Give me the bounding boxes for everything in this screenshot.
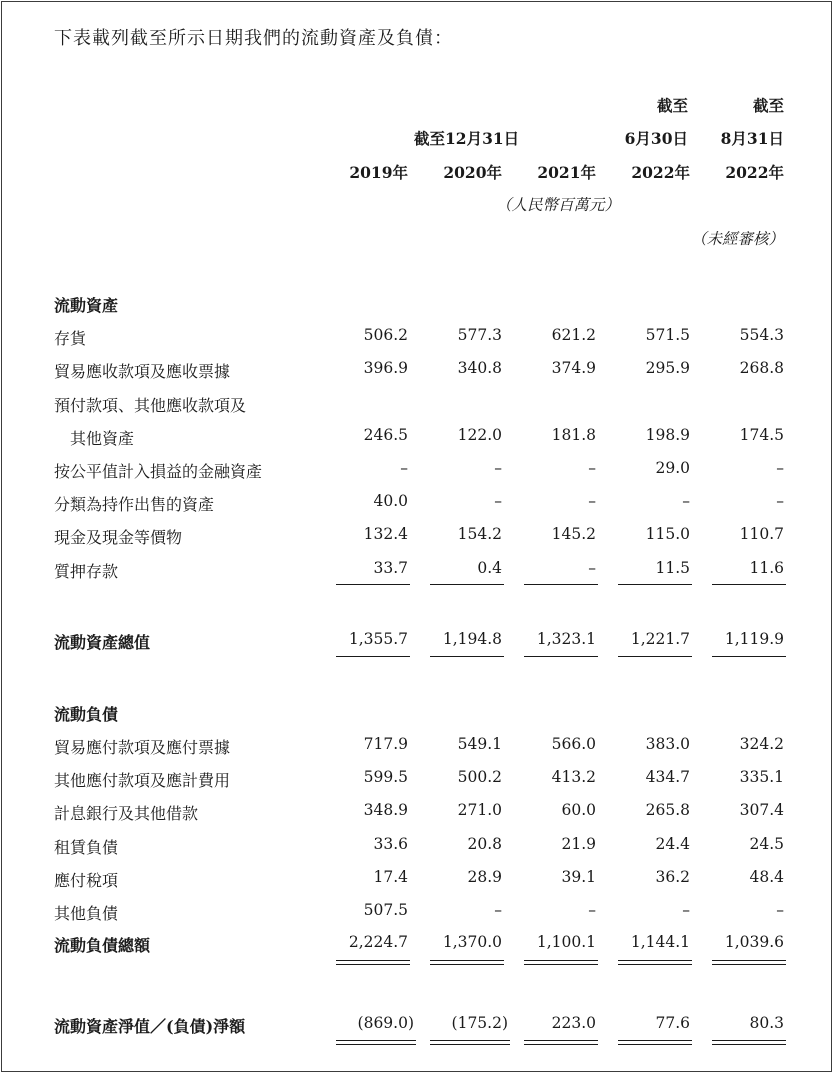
header-aug-top: 截至 — [752, 96, 784, 115]
table-row — [0, 326, 836, 350]
cell-2022-aug: 268.8 — [739, 359, 784, 377]
cell-2022-aug: – — [776, 901, 784, 919]
cell-2019: 132.4 — [363, 525, 408, 543]
cell-2019: 246.5 — [363, 426, 408, 444]
intro-text: 下表載列截至所示日期我們的流動資產及負債： — [54, 28, 453, 49]
cell-2021: 413.2 — [551, 768, 596, 786]
cell-2021: 374.9 — [551, 359, 596, 377]
table-row — [0, 492, 836, 516]
cell-2019: 507.5 — [363, 901, 408, 919]
cell-2021: 39.1 — [561, 868, 596, 886]
cell-2022-jun: – — [682, 901, 690, 919]
cell-2022-jun: 434.7 — [645, 768, 690, 786]
double-rule — [336, 1040, 416, 1045]
cell-2021: – — [588, 459, 596, 477]
cell-2022-jun: 24.4 — [655, 835, 690, 853]
row-label: 貿易應付款項及應付票據 — [54, 738, 231, 757]
cell-2020: (175.2) — [451, 1014, 508, 1032]
row-label: 計息銀行及其他借款 — [54, 804, 199, 823]
section-title: 流動負債 — [54, 705, 119, 724]
header-year-2022-aug: 2022年 — [725, 163, 784, 182]
cell-2022-jun: 198.9 — [645, 426, 690, 444]
header-jun-date: 6月30日 — [624, 129, 688, 148]
row-label: 租賃負債 — [54, 838, 119, 857]
section-current-liabilities — [0, 702, 836, 726]
cell-2019: 33.6 — [373, 835, 408, 853]
cell-2020: – — [494, 492, 502, 510]
subtotal-rule — [618, 584, 692, 585]
cell-2020: 1,194.8 — [442, 630, 502, 648]
cell-2022-aug: 48.4 — [749, 868, 784, 886]
cell-2022-aug: 24.5 — [749, 835, 784, 853]
subtotal-rule — [430, 584, 504, 585]
cell-2022-aug: – — [776, 459, 784, 477]
header-unit: （人民幣百萬元） — [496, 196, 621, 214]
cell-2020: 271.0 — [457, 801, 502, 819]
cell-2021: 21.9 — [561, 835, 596, 853]
cell-2019: 17.4 — [373, 868, 408, 886]
double-rule — [524, 1040, 598, 1045]
cell-2022-jun: 265.8 — [645, 801, 690, 819]
cell-2020: 20.8 — [467, 835, 502, 853]
double-rule — [430, 1040, 510, 1045]
row-label: 按公平值計入損益的金融資產 — [54, 462, 263, 481]
cell-2019: 33.7 — [373, 559, 408, 577]
cell-2020: 1,370.0 — [442, 933, 502, 951]
cell-2022-aug: – — [776, 492, 784, 510]
cell-2020: 28.9 — [467, 868, 502, 886]
double-rule — [712, 960, 786, 965]
cell-2021: 181.8 — [551, 426, 596, 444]
double-rule — [618, 1040, 692, 1045]
cell-2022-jun: 571.5 — [645, 326, 690, 344]
net-current-assets-row — [0, 1014, 836, 1038]
cell-2022-aug: 335.1 — [739, 768, 784, 786]
cell-2019: 717.9 — [363, 735, 408, 753]
header-year-2019: 2019年 — [349, 163, 408, 182]
header-jun-top: 截至 — [656, 96, 688, 115]
cell-2020: 0.4 — [477, 559, 502, 577]
header-dec-group: 截至12月31日 — [414, 129, 520, 148]
cell-2021: – — [588, 559, 596, 577]
header-unaudited: （未經審核） — [690, 230, 784, 248]
cell-2022-jun: 115.0 — [645, 525, 690, 543]
table-row — [0, 459, 836, 483]
cell-2020: 500.2 — [457, 768, 502, 786]
row-label: 分類為持作出售的資產 — [54, 495, 215, 514]
double-rule — [524, 960, 598, 965]
total-rule — [430, 656, 504, 657]
cell-2021: 1,100.1 — [536, 933, 596, 951]
cell-2022-aug: 174.5 — [739, 426, 784, 444]
cell-2022-aug: 11.6 — [749, 559, 784, 577]
cell-2019: (869.0) — [357, 1014, 414, 1032]
cell-2022-jun: – — [682, 492, 690, 510]
double-rule — [336, 960, 410, 965]
row-label: 其他負債 — [54, 904, 119, 923]
section-title: 流動資產 — [54, 296, 119, 315]
row-label: 流動資產總值 — [54, 633, 151, 652]
cell-2020: – — [494, 459, 502, 477]
subtotal-rule — [336, 584, 410, 585]
cell-2020: 549.1 — [457, 735, 502, 753]
cell-2022-aug: 324.2 — [739, 735, 784, 753]
cell-2021: 621.2 — [551, 326, 596, 344]
header-year-2021: 2021年 — [537, 163, 596, 182]
table-row — [0, 868, 836, 892]
cell-2019: 348.9 — [363, 801, 408, 819]
cell-2022-jun: 11.5 — [655, 559, 690, 577]
total-current-assets-row — [0, 630, 836, 654]
table-row — [0, 426, 836, 450]
table-row — [0, 835, 836, 859]
table-row — [0, 525, 836, 549]
double-rule — [618, 960, 692, 965]
row-label: 流動資產淨值／(負債)淨額 — [54, 1017, 246, 1036]
row-label: 應付稅項 — [54, 871, 119, 890]
header-aug-date: 8月31日 — [720, 129, 784, 148]
table-row — [0, 559, 836, 583]
cell-2020: 122.0 — [457, 426, 502, 444]
cell-2019: 396.9 — [363, 359, 408, 377]
row-label: 其他應付款項及應計費用 — [54, 771, 231, 790]
cell-2019: 599.5 — [363, 768, 408, 786]
header-year-2020: 2020年 — [443, 163, 502, 182]
table-row — [0, 768, 836, 792]
row-label: 流動負債總額 — [54, 936, 151, 955]
cell-2019: 1,355.7 — [348, 630, 408, 648]
cell-2020: 577.3 — [457, 326, 502, 344]
cell-2021: 145.2 — [551, 525, 596, 543]
row-label: 其他資產 — [70, 429, 135, 448]
double-rule — [430, 960, 504, 965]
total-rule — [618, 656, 692, 657]
cell-2020: 340.8 — [457, 359, 502, 377]
cell-2021: 566.0 — [551, 735, 596, 753]
total-current-liabilities-row — [0, 933, 836, 957]
row-label: 預付款項、其他應收款項及 — [54, 396, 247, 415]
cell-2022-aug: 1,039.6 — [724, 933, 784, 951]
cell-2019: 506.2 — [363, 326, 408, 344]
cell-2022-jun: 1,144.1 — [630, 933, 690, 951]
cell-2022-jun: 36.2 — [655, 868, 690, 886]
row-label: 現金及現金等價物 — [54, 528, 183, 547]
subtotal-rule — [712, 584, 786, 585]
table-row — [0, 735, 836, 759]
cell-2021: – — [588, 901, 596, 919]
table-row — [0, 393, 836, 417]
table-row — [0, 359, 836, 383]
cell-2019: – — [400, 459, 408, 477]
section-current-assets — [0, 293, 836, 317]
cell-2022-aug: 80.3 — [749, 1014, 784, 1032]
row-label: 存貨 — [54, 329, 87, 348]
total-rule — [712, 656, 786, 657]
total-rule — [336, 656, 410, 657]
cell-2022-aug: 554.3 — [739, 326, 784, 344]
cell-2022-jun: 29.0 — [655, 459, 690, 477]
cell-2022-aug: 307.4 — [739, 801, 784, 819]
double-rule — [712, 1040, 786, 1045]
cell-2021: 60.0 — [561, 801, 596, 819]
cell-2021: – — [588, 492, 596, 510]
cell-2019: 40.0 — [373, 492, 408, 510]
header-year-2022-jun: 2022年 — [631, 163, 690, 182]
table-row — [0, 801, 836, 825]
row-label: 質押存款 — [54, 562, 119, 581]
table-row — [0, 901, 836, 925]
subtotal-rule — [524, 584, 598, 585]
row-label: 貿易應收款項及應收票據 — [54, 362, 231, 381]
cell-2019: 2,224.7 — [348, 933, 408, 951]
cell-2022-aug: 110.7 — [739, 525, 784, 543]
total-rule — [524, 656, 598, 657]
cell-2022-jun: 1,221.7 — [630, 630, 690, 648]
cell-2021: 1,323.1 — [536, 630, 596, 648]
cell-2022-jun: 295.9 — [645, 359, 690, 377]
cell-2021: 223.0 — [551, 1014, 596, 1032]
cell-2022-jun: 383.0 — [645, 735, 690, 753]
cell-2020: 154.2 — [457, 525, 502, 543]
cell-2022-jun: 77.6 — [655, 1014, 690, 1032]
cell-2020: – — [494, 901, 502, 919]
cell-2022-aug: 1,119.9 — [724, 630, 784, 648]
